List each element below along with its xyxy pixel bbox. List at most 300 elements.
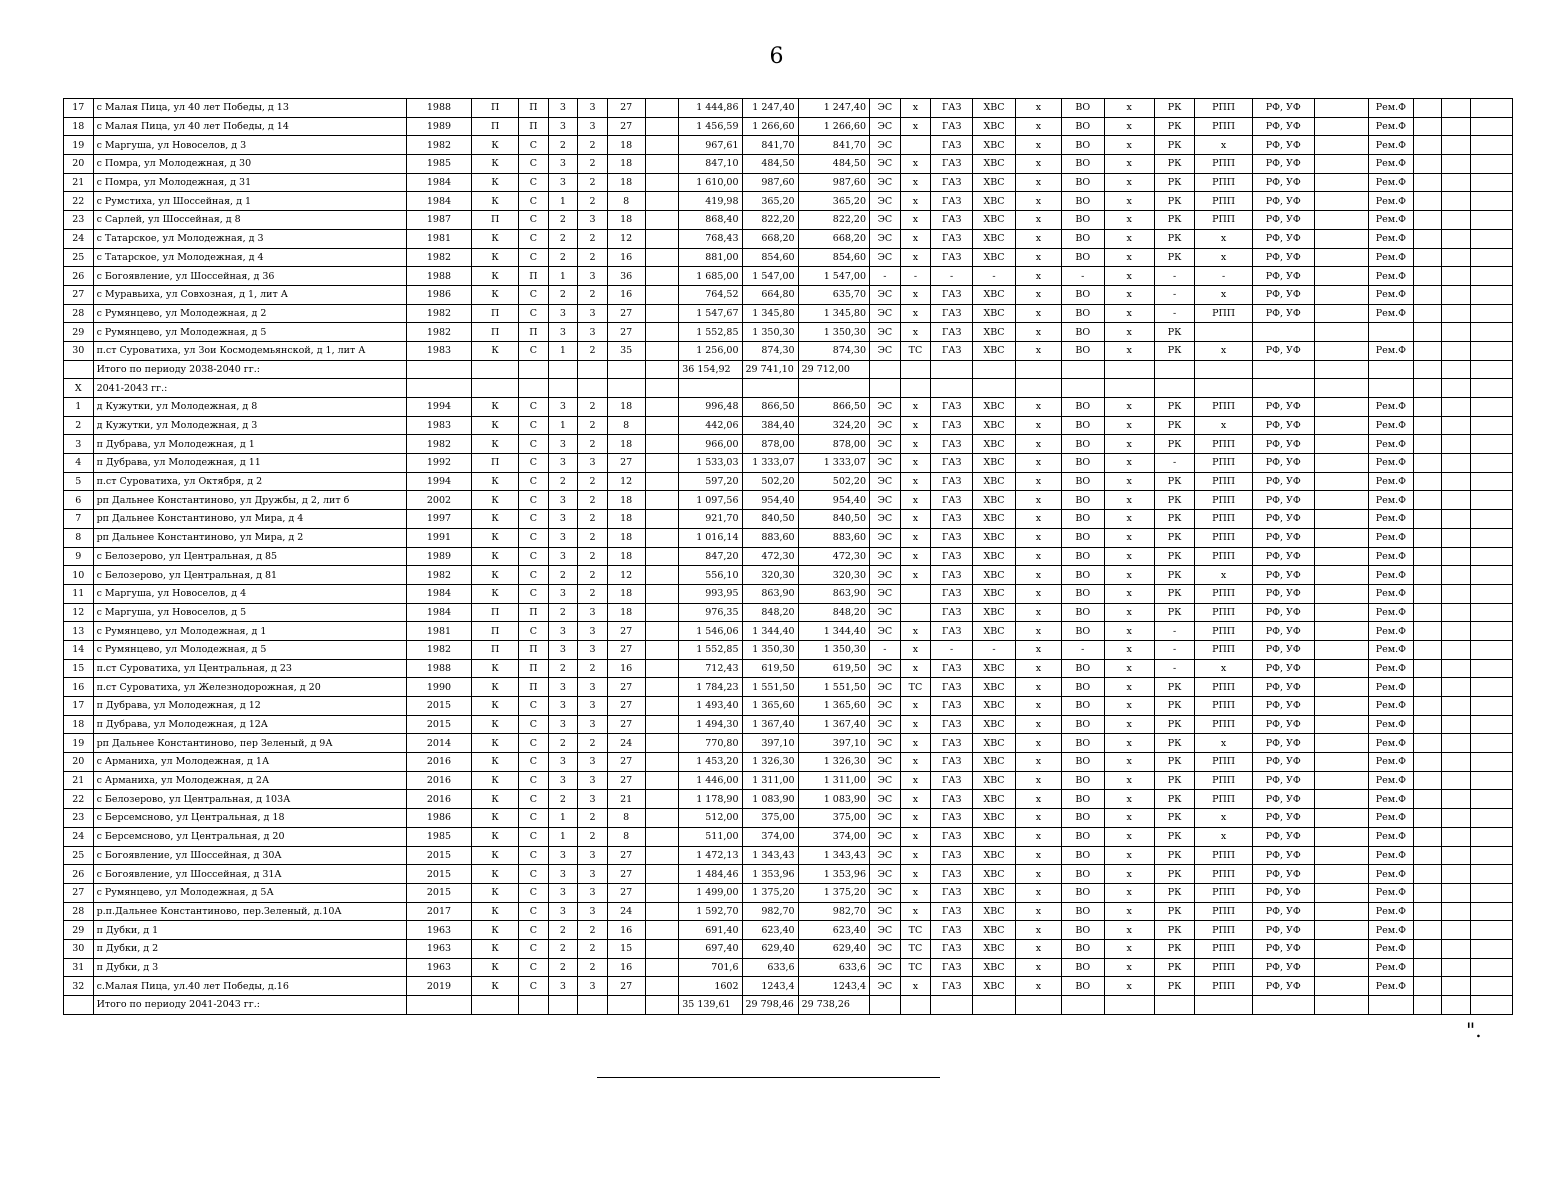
- table-cell: РФ, УФ: [1252, 902, 1314, 921]
- table-cell: 3: [548, 99, 578, 118]
- table-cell: 1 097,56: [679, 491, 742, 510]
- table-cell: х: [1195, 827, 1252, 846]
- table-cell: 1982: [406, 640, 471, 659]
- table-cell: ГАЗ: [931, 977, 973, 996]
- table-cell: 847,20: [679, 547, 742, 566]
- table-cell: РПП: [1195, 771, 1252, 790]
- table-cell: -: [1061, 267, 1104, 286]
- table-cell: 1: [548, 416, 578, 435]
- table-cell: ВО: [1061, 697, 1104, 716]
- table-row: [64, 323, 1513, 342]
- table-cell: х: [1104, 155, 1154, 174]
- table-cell: ГАЗ: [931, 846, 973, 865]
- table-cell: х: [1015, 846, 1061, 865]
- table-cell: [1413, 697, 1442, 716]
- table-cell: ГАЗ: [931, 229, 973, 248]
- table-cell: ВО: [1061, 248, 1104, 267]
- table-cell: ЭС: [870, 883, 901, 902]
- table-cell: 1 178,90: [679, 790, 742, 809]
- table-cell: [645, 360, 679, 379]
- table-cell: ХВС: [973, 117, 1016, 136]
- table-cell: 375,00: [798, 809, 869, 828]
- table-cell: [1413, 827, 1442, 846]
- table-cell: С: [519, 398, 549, 417]
- table-cell: 3: [64, 435, 94, 454]
- table-cell: 3: [548, 883, 578, 902]
- table-cell: п Дубрава, ул Молодежная, д 12А: [93, 715, 406, 734]
- table-cell: РПП: [1195, 454, 1252, 473]
- table-cell: РК: [1154, 715, 1195, 734]
- table-cell: К: [472, 715, 519, 734]
- table-cell: [1413, 491, 1442, 510]
- table-cell: х: [900, 715, 931, 734]
- table-cell: ВО: [1061, 921, 1104, 940]
- table-cell: [1314, 173, 1368, 192]
- table-cell: х: [1104, 584, 1154, 603]
- table-cell: 1 350,30: [798, 323, 869, 342]
- table-cell: Рем.Ф: [1368, 285, 1413, 304]
- table-cell: ГАЗ: [931, 921, 973, 940]
- table-cell: К: [472, 678, 519, 697]
- table-row: [64, 491, 1513, 510]
- table-cell: [1470, 977, 1512, 996]
- table-cell: [973, 379, 1016, 398]
- table-cell: 878,00: [798, 435, 869, 454]
- table-cell: [1442, 173, 1471, 192]
- table-cell: 1985: [406, 155, 471, 174]
- table-cell: [1470, 248, 1512, 267]
- table-cell: 3: [548, 753, 578, 772]
- table-cell: РФ, УФ: [1252, 921, 1314, 940]
- table-cell: РФ, УФ: [1252, 958, 1314, 977]
- table-cell: П: [472, 622, 519, 641]
- table-cell: РК: [1154, 155, 1195, 174]
- table-cell: Рем.Ф: [1368, 771, 1413, 790]
- table-cell: ЭС: [870, 528, 901, 547]
- table-cell: 1 453,20: [679, 753, 742, 772]
- table-cell: с Сарлей, ул Шоссейная, д 8: [93, 211, 406, 230]
- table-cell: с Берсемсново, ул Центральная, д 20: [93, 827, 406, 846]
- table-cell: [645, 958, 679, 977]
- table-cell: [1470, 584, 1512, 603]
- table-cell: х: [900, 734, 931, 753]
- table-cell: х: [1104, 640, 1154, 659]
- table-row: [64, 285, 1513, 304]
- table-cell: 27: [607, 99, 645, 118]
- table-cell: 1 247,40: [798, 99, 869, 118]
- table-cell: Рем.Ф: [1368, 248, 1413, 267]
- table-cell: РК: [1154, 771, 1195, 790]
- table-row: [64, 528, 1513, 547]
- table-cell: [645, 248, 679, 267]
- table-cell: ХВС: [973, 865, 1016, 884]
- table-cell: [645, 472, 679, 491]
- table-cell: ВО: [1061, 454, 1104, 473]
- table-cell: х: [1015, 510, 1061, 529]
- table-cell: 881,00: [679, 248, 742, 267]
- table-cell: 3: [578, 697, 608, 716]
- table-cell: РФ, УФ: [1252, 267, 1314, 286]
- table-cell: РФ, УФ: [1252, 977, 1314, 996]
- table-cell: Рем.Ф: [1368, 155, 1413, 174]
- table-cell: [645, 566, 679, 585]
- table-cell: ВО: [1061, 472, 1104, 491]
- table-cell: 2: [548, 229, 578, 248]
- table-cell: 29 712,00: [798, 360, 869, 379]
- table-cell: -: [973, 640, 1016, 659]
- table-cell: [1314, 155, 1368, 174]
- table-cell: [1413, 454, 1442, 473]
- table-cell: П: [472, 640, 519, 659]
- table-cell: 21: [64, 771, 94, 790]
- table-cell: 874,30: [742, 341, 798, 360]
- table-cell: с Румянцево, ул Молодежная, д 1: [93, 622, 406, 641]
- table-cell: ХВС: [973, 491, 1016, 510]
- table-cell: П: [472, 323, 519, 342]
- table-cell: РПП: [1195, 435, 1252, 454]
- table-cell: [1314, 921, 1368, 940]
- table-cell: х: [900, 865, 931, 884]
- table-cell: 320,30: [742, 566, 798, 585]
- table-cell: [645, 267, 679, 286]
- table-cell: 2016: [406, 753, 471, 772]
- table-cell: ТС: [900, 341, 931, 360]
- table-cell: 3: [578, 454, 608, 473]
- table-cell: [1061, 996, 1104, 1015]
- table-cell: РК: [1154, 323, 1195, 342]
- table-cell: [1413, 547, 1442, 566]
- table-cell: х: [900, 173, 931, 192]
- table-cell: 1 344,40: [798, 622, 869, 641]
- table-cell: х: [1104, 285, 1154, 304]
- table-cell: [1470, 173, 1512, 192]
- table-cell: РК: [1154, 958, 1195, 977]
- table-cell: [1442, 883, 1471, 902]
- table-cell: Рем.Ф: [1368, 622, 1413, 641]
- table-cell: 1982: [406, 566, 471, 585]
- table-cell: 29 738,26: [798, 996, 869, 1015]
- table-cell: ХВС: [973, 584, 1016, 603]
- table-cell: РПП: [1195, 491, 1252, 510]
- table-cell: С: [519, 341, 549, 360]
- table-cell: р.п.Дальнее Константиново, пер.Зеленый, д.10А: [93, 902, 406, 921]
- table-cell: 1994: [406, 472, 471, 491]
- closing-quote-mark: ".: [1466, 1018, 1482, 1042]
- table-cell: 1981: [406, 229, 471, 248]
- table-cell: 2: [578, 341, 608, 360]
- table-cell: ГАЗ: [931, 491, 973, 510]
- table-cell: 10: [64, 566, 94, 585]
- table-cell: ХВС: [973, 827, 1016, 846]
- table-cell: х: [900, 697, 931, 716]
- table-cell: х: [1104, 977, 1154, 996]
- table-cell: 30: [64, 939, 94, 958]
- table-row: [64, 902, 1513, 921]
- table-cell: [1252, 323, 1314, 342]
- table-cell: РПП: [1195, 398, 1252, 417]
- table-cell: ГАЗ: [931, 790, 973, 809]
- table-cell: ХВС: [973, 846, 1016, 865]
- table-cell: 2: [578, 136, 608, 155]
- table-cell: 987,60: [798, 173, 869, 192]
- table-cell: 848,20: [798, 603, 869, 622]
- table-cell: РФ, УФ: [1252, 510, 1314, 529]
- table-cell: РК: [1154, 117, 1195, 136]
- table-cell: 1243,4: [798, 977, 869, 996]
- table-row: [64, 117, 1513, 136]
- table-cell: [1442, 958, 1471, 977]
- table-cell: [645, 547, 679, 566]
- table-cell: [645, 715, 679, 734]
- table-cell: [645, 416, 679, 435]
- table-cell: К: [472, 566, 519, 585]
- table-cell: [1442, 155, 1471, 174]
- table-cell: ВО: [1061, 603, 1104, 622]
- table-cell: ВО: [1061, 902, 1104, 921]
- table-cell: х: [1015, 192, 1061, 211]
- table-cell: [1413, 435, 1442, 454]
- table-cell: [1470, 734, 1512, 753]
- table-cell: [1413, 715, 1442, 734]
- table-cell: 472,30: [742, 547, 798, 566]
- table-cell: С: [519, 958, 549, 977]
- table-cell: [1442, 117, 1471, 136]
- table-cell: х: [1104, 566, 1154, 585]
- table-cell: 2: [548, 566, 578, 585]
- table-cell: ЭС: [870, 510, 901, 529]
- table-cell: РФ, УФ: [1252, 603, 1314, 622]
- table-cell: 712,43: [679, 659, 742, 678]
- table-cell: ВО: [1061, 99, 1104, 118]
- table-cell: 1992: [406, 454, 471, 473]
- table-row: [64, 678, 1513, 697]
- table-cell: 21: [64, 173, 94, 192]
- table-cell: 1 343,43: [798, 846, 869, 865]
- table-cell: 375,00: [742, 809, 798, 828]
- table-cell: 1243,4: [742, 977, 798, 996]
- table-cell: Рем.Ф: [1368, 584, 1413, 603]
- table-cell: 3: [548, 173, 578, 192]
- table-cell: ГАЗ: [931, 323, 973, 342]
- table-cell: 20: [64, 753, 94, 772]
- table-cell: [645, 229, 679, 248]
- table-cell: х: [900, 454, 931, 473]
- table-cell: С: [519, 510, 549, 529]
- table-cell: х: [1015, 472, 1061, 491]
- table-cell: С: [519, 491, 549, 510]
- table-cell: [1470, 229, 1512, 248]
- table-cell: х: [1195, 248, 1252, 267]
- table-cell: [1252, 379, 1314, 398]
- table-cell: ХВС: [973, 99, 1016, 118]
- table-cell: 419,98: [679, 192, 742, 211]
- table-cell: 1 266,60: [742, 117, 798, 136]
- table-cell: 3: [548, 977, 578, 996]
- table-cell: ТС: [900, 958, 931, 977]
- table-cell: Рем.Ф: [1368, 753, 1413, 772]
- table-cell: РК: [1154, 248, 1195, 267]
- table-cell: х: [900, 902, 931, 921]
- table-cell: С: [519, 528, 549, 547]
- table-cell: 8: [607, 827, 645, 846]
- table-cell: п.ст Суроватиха, ул Железнодорожная, д 20: [93, 678, 406, 697]
- table-cell: [1442, 547, 1471, 566]
- table-cell: [1413, 155, 1442, 174]
- table-cell: РФ, УФ: [1252, 865, 1314, 884]
- table-cell: х: [1015, 790, 1061, 809]
- table-cell: С: [519, 977, 549, 996]
- table-cell: ХВС: [973, 229, 1016, 248]
- table-cell: 3: [578, 603, 608, 622]
- table-cell: 13: [64, 622, 94, 641]
- table-cell: РФ, УФ: [1252, 211, 1314, 230]
- table-cell: 3: [548, 584, 578, 603]
- table-cell: 1 547,67: [679, 304, 742, 323]
- table-cell: ЭС: [870, 173, 901, 192]
- table-cell: [1413, 528, 1442, 547]
- table-cell: д Кужутки, ул Молодежная, д 8: [93, 398, 406, 417]
- table-cell: [406, 360, 471, 379]
- table-cell: [1470, 921, 1512, 940]
- table-cell: Рем.Ф: [1368, 173, 1413, 192]
- table-cell: х: [900, 659, 931, 678]
- table-cell: [1314, 715, 1368, 734]
- table-cell: 1 333,07: [742, 454, 798, 473]
- table-cell: 3: [548, 510, 578, 529]
- table-cell: [1442, 398, 1471, 417]
- table-cell: [645, 678, 679, 697]
- table-cell: [1413, 99, 1442, 118]
- table-cell: х: [900, 416, 931, 435]
- table-cell: [1442, 790, 1471, 809]
- table-cell: С: [519, 472, 549, 491]
- table-cell: с Арманиха, ул Молодежная, д 1А: [93, 753, 406, 772]
- table-cell: 822,20: [742, 211, 798, 230]
- table-cell: РФ, УФ: [1252, 136, 1314, 155]
- table-cell: 397,10: [798, 734, 869, 753]
- table-cell: [1195, 360, 1252, 379]
- table-cell: 1983: [406, 416, 471, 435]
- table-cell: РФ, УФ: [1252, 809, 1314, 828]
- table-cell: 12: [607, 229, 645, 248]
- table-cell: -: [973, 267, 1016, 286]
- table-cell: 1984: [406, 173, 471, 192]
- table-cell: ТС: [900, 678, 931, 697]
- table-cell: 320,30: [798, 566, 869, 585]
- table-cell: 3: [548, 697, 578, 716]
- table-cell: 701,6: [679, 958, 742, 977]
- table-cell: х: [1104, 472, 1154, 491]
- table-cell: П: [519, 99, 549, 118]
- table-cell: х: [1015, 977, 1061, 996]
- table-cell: [1442, 678, 1471, 697]
- table-cell: х: [1104, 173, 1154, 192]
- table-cell: х: [1104, 939, 1154, 958]
- table-cell: х: [1104, 883, 1154, 902]
- table-cell: 1 326,30: [798, 753, 869, 772]
- table-cell: Рем.Ф: [1368, 435, 1413, 454]
- table-cell: ГАЗ: [931, 622, 973, 641]
- table-cell: 2017: [406, 902, 471, 921]
- table-cell: 1988: [406, 267, 471, 286]
- table-cell: [1314, 491, 1368, 510]
- table-cell: 24: [64, 827, 94, 846]
- table-cell: [900, 379, 931, 398]
- table-cell: Итого по периоду 2041-2043 гг.:: [93, 996, 406, 1015]
- table-cell: [1314, 398, 1368, 417]
- table-cell: 16: [607, 248, 645, 267]
- table-cell: С: [519, 827, 549, 846]
- table-cell: [1413, 267, 1442, 286]
- table-cell: х: [1015, 939, 1061, 958]
- table-cell: ЭС: [870, 192, 901, 211]
- table-cell: [973, 360, 1016, 379]
- table-cell: [1314, 603, 1368, 622]
- table-cell: ВО: [1061, 977, 1104, 996]
- table-cell: РК: [1154, 547, 1195, 566]
- table-cell: [1314, 865, 1368, 884]
- table-cell: ГАЗ: [931, 211, 973, 230]
- table-cell: х: [1104, 753, 1154, 772]
- table-cell: ЭС: [870, 285, 901, 304]
- table-cell: [1470, 528, 1512, 547]
- table-cell: 1 256,00: [679, 341, 742, 360]
- table-cell: [645, 865, 679, 884]
- table-cell: [1314, 827, 1368, 846]
- table-cell: 3: [548, 155, 578, 174]
- table-cell: ЭС: [870, 229, 901, 248]
- table-cell: С: [519, 248, 549, 267]
- table-cell: ЭС: [870, 697, 901, 716]
- table-cell: с Маргуша, ул Новоселов, д 4: [93, 584, 406, 603]
- table-cell: ХВС: [973, 547, 1016, 566]
- table-cell: ВО: [1061, 622, 1104, 641]
- table-cell: 883,60: [798, 528, 869, 547]
- table-cell: 2: [578, 809, 608, 828]
- table-cell: [1442, 584, 1471, 603]
- table-cell: ГАЗ: [931, 454, 973, 473]
- table-cell: К: [472, 734, 519, 753]
- table-cell: -: [870, 267, 901, 286]
- table-cell: К: [472, 510, 519, 529]
- table-cell: х: [1104, 827, 1154, 846]
- table-cell: РК: [1154, 341, 1195, 360]
- table-cell: 1984: [406, 192, 471, 211]
- table-cell: 1 547,00: [798, 267, 869, 286]
- table-cell: [1413, 323, 1442, 342]
- table-cell: 18: [607, 584, 645, 603]
- table-cell: ЭС: [870, 715, 901, 734]
- table-cell: [1442, 360, 1471, 379]
- table-cell: 3: [548, 398, 578, 417]
- table-cell: Рем.Ф: [1368, 99, 1413, 118]
- table-cell: 3: [578, 977, 608, 996]
- table-cell: РПП: [1195, 99, 1252, 118]
- table-cell: 1 311,00: [798, 771, 869, 790]
- table-cell: 2: [548, 248, 578, 267]
- table-cell: [1470, 827, 1512, 846]
- table-row: [64, 977, 1513, 996]
- table-cell: 3: [548, 846, 578, 865]
- table-cell: [1413, 939, 1442, 958]
- table-cell: РК: [1154, 753, 1195, 772]
- table-cell: [1470, 323, 1512, 342]
- table-cell: х: [1015, 304, 1061, 323]
- table-cell: П: [519, 678, 549, 697]
- table-cell: [1413, 603, 1442, 622]
- table-cell: [1413, 958, 1442, 977]
- table-cell: ВО: [1061, 883, 1104, 902]
